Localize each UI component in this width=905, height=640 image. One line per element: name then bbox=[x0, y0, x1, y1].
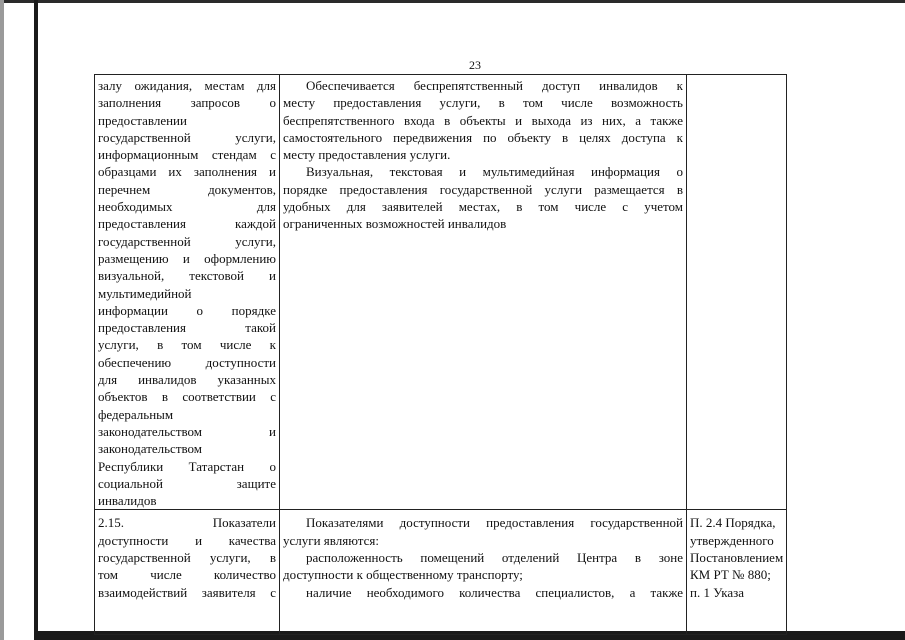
description-cell bbox=[280, 510, 687, 635]
requirement-cell bbox=[95, 75, 280, 510]
text-line: предоставлении bbox=[98, 112, 187, 128]
text-line: образцами их заполнения и bbox=[98, 164, 276, 180]
text-line: Постановлением bbox=[690, 550, 784, 566]
legal-basis-cell bbox=[687, 75, 787, 510]
requirement-text bbox=[98, 77, 276, 509]
regulation-table bbox=[94, 74, 787, 635]
text-line: государственной услуги, bbox=[98, 129, 276, 145]
text-line: п. 1 Указа bbox=[690, 584, 745, 600]
scan-edge-top bbox=[0, 0, 905, 3]
text-line: инвалидов bbox=[98, 493, 157, 509]
text-line: мультимедийной bbox=[98, 285, 192, 301]
text-line: расположенность помещений отделений Центра в зоне bbox=[306, 550, 683, 566]
text-line: Визуальная, текстовая и мультимедийная информация о bbox=[306, 164, 683, 180]
table-row bbox=[95, 75, 787, 510]
text-line: удобных для заявителей местах, в том числе с учетом bbox=[283, 199, 683, 215]
text-line: информации о порядке bbox=[98, 302, 276, 318]
text-line: 2.15. Показатели bbox=[98, 515, 276, 531]
text-line: перечнем документов, bbox=[98, 181, 276, 197]
text-line: заполнения запросов о bbox=[98, 95, 276, 111]
text-line: П. 2.4 Порядка, bbox=[690, 515, 776, 531]
text-line: доступности и качества bbox=[98, 532, 276, 548]
text-line: объектов в соответствии с bbox=[98, 389, 276, 405]
text-line: утвержденного bbox=[690, 532, 774, 548]
scan-edge-left bbox=[0, 0, 4, 640]
text-line: для инвалидов указанных bbox=[98, 372, 276, 388]
text-line: законодательством и bbox=[98, 423, 276, 439]
legal-basis-text bbox=[690, 514, 783, 600]
text-line: необходимых для bbox=[98, 199, 276, 215]
text-line: размещению и оформлению bbox=[98, 250, 276, 266]
text-line: федеральным bbox=[98, 406, 174, 422]
requirement-text bbox=[98, 514, 276, 600]
text-line: ограниченных возможностей инвалидов bbox=[283, 216, 507, 232]
text-line: самостоятельного передвижения по объекту в целях доступа к bbox=[283, 129, 683, 145]
legal-basis-cell bbox=[687, 510, 787, 635]
text-line: взаимодействий заявителя с bbox=[98, 584, 276, 600]
text-line: государственной услуги, bbox=[98, 233, 276, 249]
text-line: КМ РТ № 880; bbox=[690, 567, 771, 583]
description-cell bbox=[280, 75, 687, 510]
page-number: 23 bbox=[469, 58, 481, 72]
text-line: обеспечению доступности bbox=[98, 354, 276, 370]
text-line: месту предоставления услуги, в том числе возможность bbox=[283, 95, 683, 111]
table-row bbox=[95, 510, 787, 635]
text-line: Показателями доступности предоставления государственной bbox=[306, 515, 683, 531]
text-line: Обеспечивается беспрепятственный доступ инвалидов к bbox=[306, 78, 683, 93]
description-text bbox=[283, 77, 683, 233]
text-line: наличие необходимого количества специалистов, а также bbox=[306, 584, 683, 600]
text-line: предоставления такой bbox=[98, 320, 276, 336]
text-line: государственной услуги, в bbox=[98, 550, 276, 566]
text-line: Республики Татарстан о bbox=[98, 458, 276, 474]
text-line: залу ожидания, местам для bbox=[98, 78, 276, 93]
text-line: визуальной, текстовой и bbox=[98, 268, 276, 284]
text-line: предоставления каждой bbox=[98, 216, 276, 232]
scan-edge-left-dark bbox=[34, 0, 38, 640]
text-line: том числе количество bbox=[98, 567, 276, 583]
text-line: социальной защите bbox=[98, 475, 276, 491]
description-text bbox=[283, 514, 683, 600]
text-line: услуги, в том числе к bbox=[98, 337, 276, 353]
text-line: законодательством bbox=[98, 441, 203, 457]
text-line: доступности к общественному транспорту; bbox=[283, 567, 523, 583]
text-line: беспрепятственного входа в объекты и выхода из них, а также bbox=[283, 112, 683, 128]
text-line: услуги являются: bbox=[283, 532, 379, 548]
text-line: порядке предоставления государственной услуги размещается в bbox=[283, 181, 683, 197]
requirement-cell bbox=[95, 510, 280, 635]
text-line: месту предоставления услуги. bbox=[283, 147, 451, 163]
text-line: информационным стендам с bbox=[98, 147, 276, 163]
